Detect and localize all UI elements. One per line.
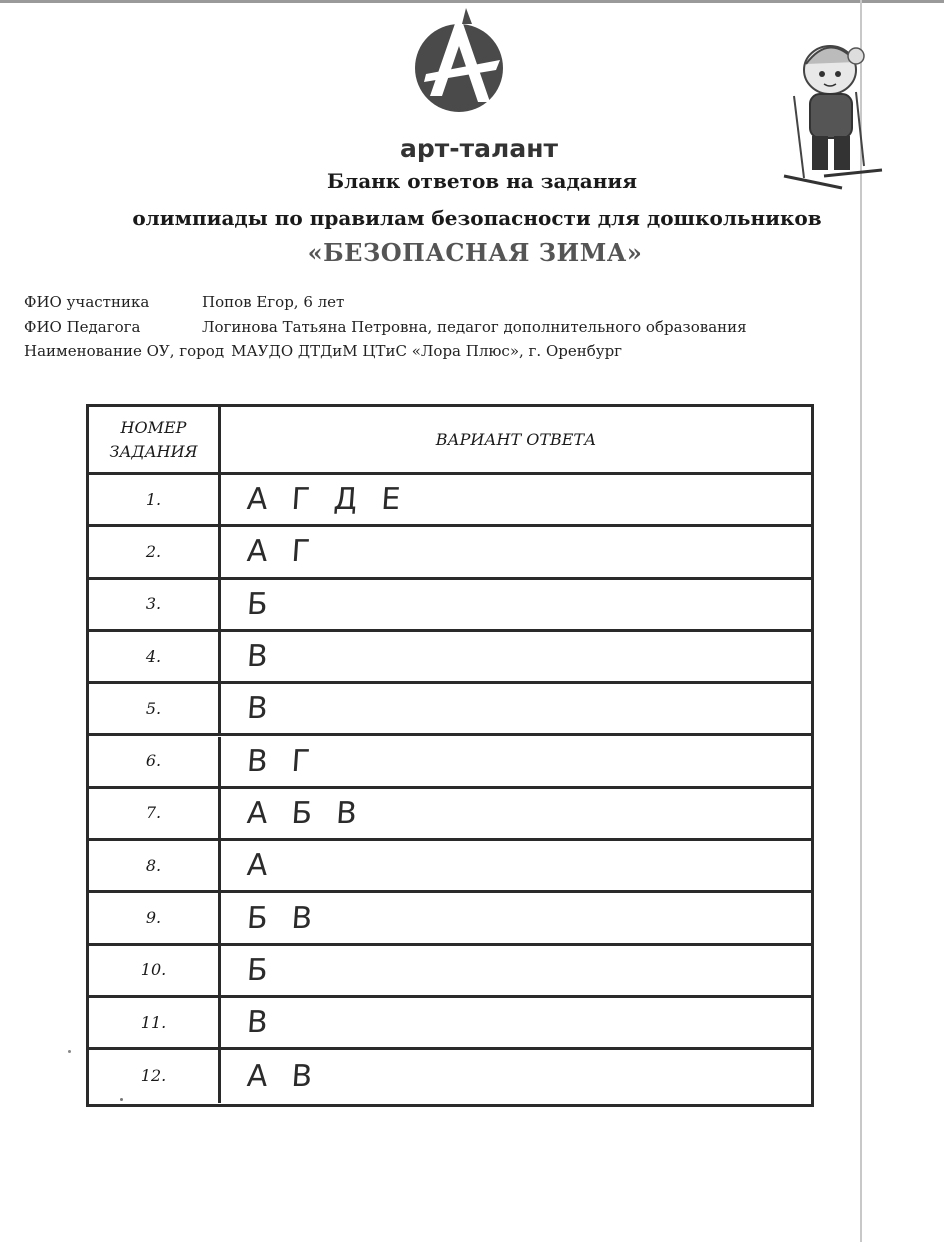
table-row — [89, 632, 811, 684]
table-row — [89, 893, 811, 945]
answer-cell — [221, 632, 811, 681]
answer-cell — [221, 998, 811, 1047]
answer-letter: А — [245, 482, 279, 518]
school-label: Наименование ОУ, город — [24, 342, 225, 360]
answer-letter: Б — [245, 900, 279, 936]
brand-name: арт-талант — [400, 134, 558, 163]
answer-cell — [221, 789, 811, 838]
teacher-row — [24, 318, 747, 336]
answer-letter: В — [290, 1058, 324, 1094]
answer-cell — [221, 946, 811, 995]
task-number: 2. — [89, 527, 221, 576]
scan-speck — [68, 1050, 71, 1053]
teacher-value: Логинова Татьяна Петровна, педагог дополнительного образования — [202, 318, 747, 336]
answer-cell — [221, 841, 811, 890]
answer-letter: Г — [290, 534, 322, 570]
page-top-edge — [0, 0, 944, 3]
task-number: 4. — [89, 632, 221, 681]
answer-letter: В — [245, 691, 279, 727]
participant-label: ФИО участника — [24, 293, 150, 311]
table-row — [89, 475, 811, 527]
table-row — [89, 1050, 811, 1102]
art-talant-logo-icon — [408, 6, 510, 118]
participant-row — [24, 293, 344, 311]
answer-letter: В — [290, 900, 324, 936]
answer-letter: В — [245, 639, 279, 675]
answer-letter: А — [245, 795, 279, 831]
answer-cell — [221, 737, 811, 786]
handwritten-answer — [246, 744, 335, 779]
task-number: 1. — [89, 475, 221, 524]
teacher-label: ФИО Педагога — [24, 318, 141, 336]
table-row — [89, 946, 811, 998]
answer-cell — [221, 527, 811, 576]
task-number: 3. — [89, 580, 221, 629]
answer-cell — [221, 475, 811, 524]
table-row — [89, 841, 811, 893]
answer-letter: Б — [245, 952, 279, 988]
school-value: МАУДО ДТДиМ ЦТиС «Лора Плюс», г. Оренбург — [231, 342, 623, 360]
table-header-row — [89, 407, 811, 475]
handwritten-answer — [246, 1059, 338, 1094]
answer-cell — [221, 684, 811, 733]
answer-cell — [221, 1050, 811, 1102]
form-title: Бланк ответов на задания — [327, 169, 637, 193]
handwritten-answer — [246, 848, 293, 883]
task-number: 7. — [89, 789, 221, 838]
table-row — [89, 789, 811, 841]
task-number: 12. — [89, 1050, 221, 1102]
olympiad-name: «БЕЗОПАСНАЯ ЗИМА» — [307, 238, 643, 267]
answer-letter: В — [245, 743, 279, 779]
scan-speck — [120, 1098, 123, 1101]
task-number: 10. — [89, 946, 221, 995]
answer-header: ВАРИАНТ ОТВЕТА — [435, 430, 597, 449]
table-row — [89, 580, 811, 632]
answer-cell — [221, 580, 811, 629]
handwritten-answer — [246, 1005, 293, 1040]
participant-value: Попов Егор, 6 лет — [202, 293, 345, 311]
answer-letter: В — [334, 795, 368, 831]
answer-letter: А — [245, 848, 279, 884]
answer-letter: Е — [380, 482, 412, 518]
handwritten-answer — [246, 901, 338, 936]
handwritten-answer — [246, 796, 382, 831]
answer-table — [86, 404, 814, 1107]
task-number-header — [89, 407, 221, 472]
handwritten-answer — [246, 482, 426, 517]
handwritten-answer — [246, 691, 293, 726]
task-number-header-line2: ЗАДАНИЯ — [109, 441, 198, 461]
answer-letter: Д — [332, 482, 369, 518]
table-row — [89, 684, 811, 736]
answer-cell — [221, 893, 811, 942]
task-number: 6. — [89, 737, 221, 786]
task-number: 5. — [89, 684, 221, 733]
table-row — [89, 998, 811, 1050]
handwritten-answer — [246, 534, 335, 569]
task-number: 8. — [89, 841, 221, 890]
handwritten-answer — [246, 587, 293, 622]
handwritten-answer — [246, 953, 293, 988]
answer-letter: А — [245, 534, 279, 570]
answer-letter: В — [245, 1005, 279, 1041]
task-number: 11. — [89, 998, 221, 1047]
answer-letter: А — [245, 1058, 279, 1094]
table-row — [89, 737, 811, 789]
table-row — [89, 527, 811, 579]
answer-letter: Г — [290, 482, 322, 518]
answer-letter: Б — [245, 586, 279, 622]
task-number: 9. — [89, 893, 221, 942]
task-number-header-line1: НОМЕР — [120, 417, 187, 437]
school-row — [24, 342, 622, 360]
answer-letter: Б — [290, 795, 324, 831]
answer-letter: Г — [290, 743, 322, 779]
handwritten-answer — [246, 639, 293, 674]
form-subtitle: олимпиады по правилам безопасности для дошкольников — [132, 206, 822, 230]
